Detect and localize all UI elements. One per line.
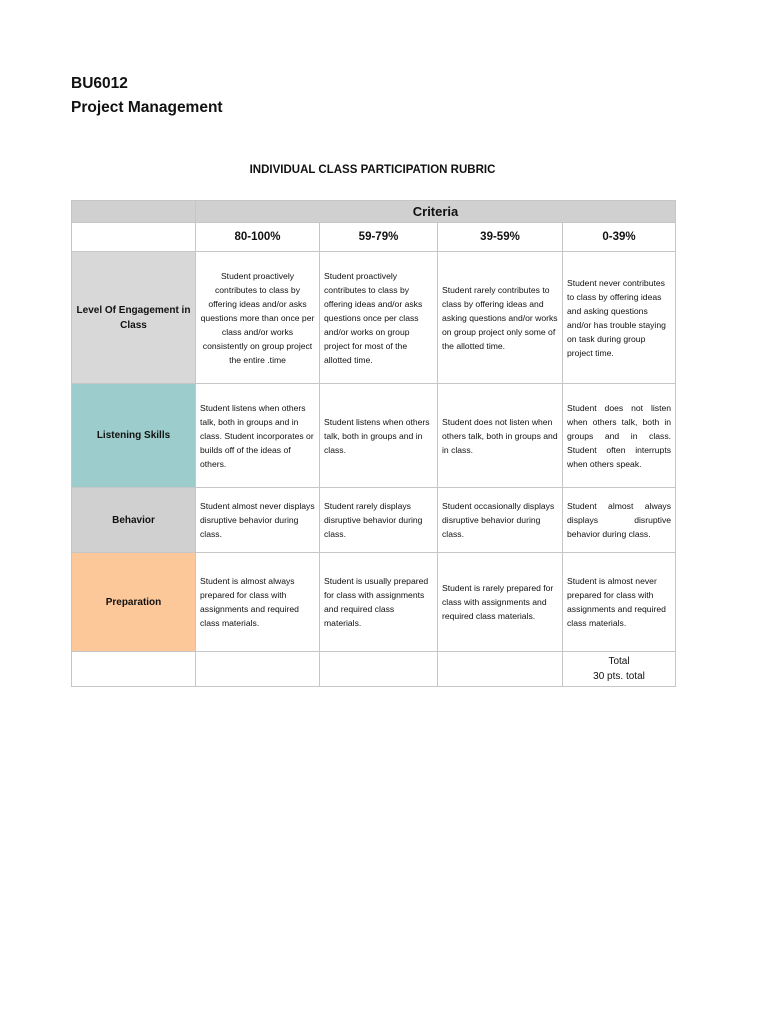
row-label-listening: Listening Skills (72, 384, 196, 488)
table-row (72, 384, 676, 488)
total-empty-cell (320, 652, 438, 687)
rubric-cell: Student proactively contributes to class by offering ideas and/or asks questions once per class and/or works on group project for most of the allotted time. (320, 252, 438, 384)
course-code: BU6012 (71, 75, 128, 92)
total-label: Total (608, 656, 630, 667)
level-59-79: 59-79% (320, 223, 438, 252)
levels-row (72, 223, 676, 252)
rubric-cell: Student does not listen when others talk, both in groups and in class. Student often interrupts when others speak. (563, 384, 676, 488)
table-row (72, 252, 676, 384)
rubric-cell: Student listens when others talk, both in groups and in class. Student incorporates or builds off of the ideas of others. (196, 384, 320, 488)
rubric-title: INDIVIDUAL CLASS PARTICIPATION RUBRIC (249, 164, 496, 176)
level-39-59: 39-59% (438, 223, 563, 252)
total-empty-cell (438, 652, 563, 687)
rubric-cell: Student almost never displays disruptive behavior during class. (196, 488, 320, 553)
rubric-cell: Student does not listen when others talk, both in groups and in class. (438, 384, 563, 488)
row-label-behavior: Behavior (72, 488, 196, 553)
table-row (72, 488, 676, 553)
total-empty-cell (72, 652, 196, 687)
rubric-cell: Student is rarely prepared for class with assignments and required class materials. (438, 553, 563, 652)
rubric-cell: Student is almost always prepared for class with assignments and required class materials. (196, 553, 320, 652)
row-label-preparation: Preparation (72, 553, 196, 652)
corner-cell (72, 201, 196, 223)
rubric-cell: Student is almost never prepared for class with assignments and required class materials. (563, 553, 676, 652)
criteria-header: Criteria (196, 201, 676, 223)
rubric-cell: Student rarely contributes to class by offering ideas and asking questions and/or works on group project only some of the allotted time. (438, 252, 563, 384)
total-cell (563, 652, 676, 687)
table-row (72, 553, 676, 652)
total-empty-cell (196, 652, 320, 687)
rubric-cell: Student is usually prepared for class with assignments and required class materials. (320, 553, 438, 652)
total-row (72, 652, 676, 687)
criteria-header-row (72, 201, 676, 223)
rubric-cell: Student never contributes to class by offering ideas and asking questions and/or has trouble staying on task during group project time. (563, 252, 676, 384)
rubric-cell: Student occasionally displays disruptive behavior during class. (438, 488, 563, 553)
total-points: 30 pts. total (593, 671, 645, 682)
level-0-39: 0-39% (563, 223, 676, 252)
level-80-100: 80-100% (196, 223, 320, 252)
rubric-table (71, 200, 676, 687)
rubric-cell: Student almost always displays disruptive behavior during class. (563, 488, 676, 553)
rubric-cell: Student rarely displays disruptive behavior during class. (320, 488, 438, 553)
levels-empty-cell (72, 223, 196, 252)
row-label-engagement: Level Of Engagement in Class (72, 252, 196, 384)
course-name: Project Management (71, 99, 223, 116)
rubric-cell: Student proactively contributes to class by offering ideas and/or asks questions more than once per class and/or works consistently on group project the entire .time (196, 252, 320, 384)
rubric-cell: Student listens when others talk, both in groups and in class. (320, 384, 438, 488)
